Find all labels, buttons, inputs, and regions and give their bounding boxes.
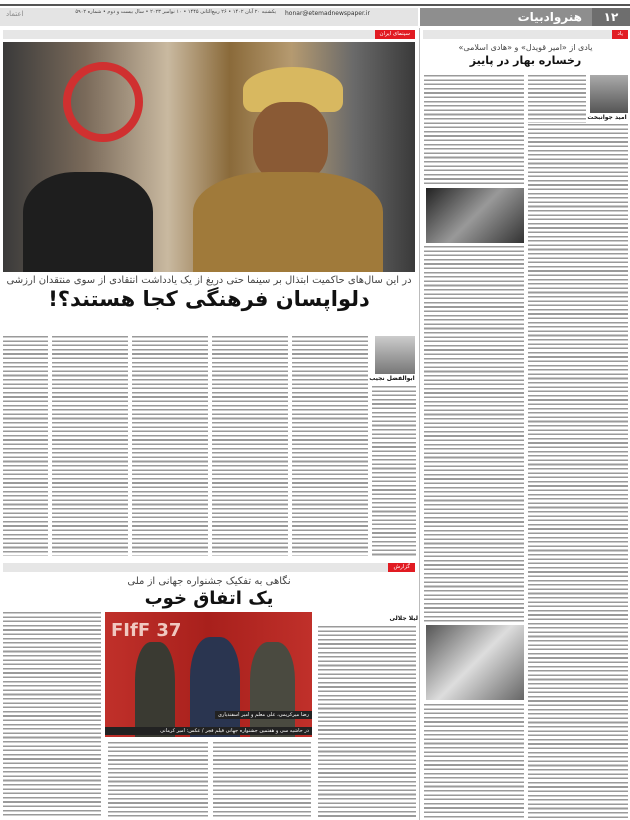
author-name: ابوالفضل نجیب xyxy=(369,375,415,382)
report-author: لیلا جلالی xyxy=(389,615,418,622)
dateline: یکشنبه ۲۰ آبان ۱۴۰۲ • ۲۶ ربیع‌الثانی ۱۴۴۵ • ۱۰ نوامبر ۲۰۲۳ • سال بیست و دوم • شماره ۵۹۰۲ xyxy=(75,9,276,15)
author-photo xyxy=(375,336,415,374)
page-number: ۱۲ xyxy=(592,8,630,26)
suit-shape xyxy=(23,172,153,272)
sidebar-author-photo xyxy=(590,75,628,113)
jacket-shape xyxy=(193,172,383,272)
report-column xyxy=(213,742,311,818)
article-column xyxy=(212,336,288,556)
sidebar-headline: رخساره بهار در پاییز xyxy=(469,54,582,67)
report-heading-block xyxy=(3,575,415,610)
person-shape xyxy=(250,642,295,737)
report-column xyxy=(3,612,101,818)
sidebar-author: امید جوانبخت xyxy=(587,114,627,121)
section-title: هنروادبیات xyxy=(517,10,582,24)
sidebar-label-bar xyxy=(423,30,628,39)
main-kicker: در این سال‌های حاکمیت ابتذال بر سینما حتی دریغ از یک یادداشت انتقادی از سوی منتقدان ارزشی xyxy=(6,275,412,286)
sidebar-column xyxy=(424,246,524,622)
sidebar-kicker: یادی از «امیر قویدل» و «هادی اسلامی» xyxy=(458,43,593,52)
sidebar-photo-2 xyxy=(426,625,524,700)
face-shape xyxy=(253,102,328,182)
tambourine-shape xyxy=(63,62,143,142)
section-label: سینمای ایران xyxy=(375,30,416,39)
person-shape xyxy=(135,642,175,737)
article-column xyxy=(52,336,128,556)
person-shape xyxy=(190,637,240,737)
report-kicker: نگاهی به تفکیک جشنواره جهانی از ملی xyxy=(127,576,291,587)
article-column xyxy=(132,336,208,556)
article-column xyxy=(3,336,48,556)
sidebar-label: یاد xyxy=(612,30,628,39)
report-headline: یک اتفاق خوب xyxy=(144,588,274,609)
report-label-bar xyxy=(3,563,415,572)
sidebar-column xyxy=(528,124,628,820)
main-heading-block xyxy=(3,275,415,312)
main-photo xyxy=(3,42,415,272)
header-rule xyxy=(0,4,630,6)
column-divider xyxy=(419,28,420,820)
sidebar-column xyxy=(528,75,586,123)
sidebar-column xyxy=(424,704,524,818)
photo-caption-top: رضا میرکریمی، علی معلم و امیر اسفندیاری xyxy=(215,711,312,719)
article-column xyxy=(292,336,368,556)
sidebar-photo xyxy=(426,188,524,243)
photo-caption: در حاشیه سی و هفتمین جشنواره جهانی فیلم فجر / عکس: امیر کرمانی xyxy=(105,727,312,735)
sidebar-heading-block xyxy=(423,42,628,68)
main-headline: دلواپسان فرهنگی کجا هستند؟! xyxy=(48,287,370,311)
article-column xyxy=(372,386,416,556)
email-link[interactable]: honar@etemadnewspaper.ir xyxy=(285,10,370,17)
festival-sign: FIfF 37 xyxy=(111,620,182,641)
section-label-bar xyxy=(3,30,415,39)
newspaper-logo: اعتماد xyxy=(6,10,24,18)
report-column xyxy=(108,742,208,818)
report-column xyxy=(318,626,416,818)
sidebar-column xyxy=(424,75,524,185)
report-label: گزارش xyxy=(388,563,415,572)
